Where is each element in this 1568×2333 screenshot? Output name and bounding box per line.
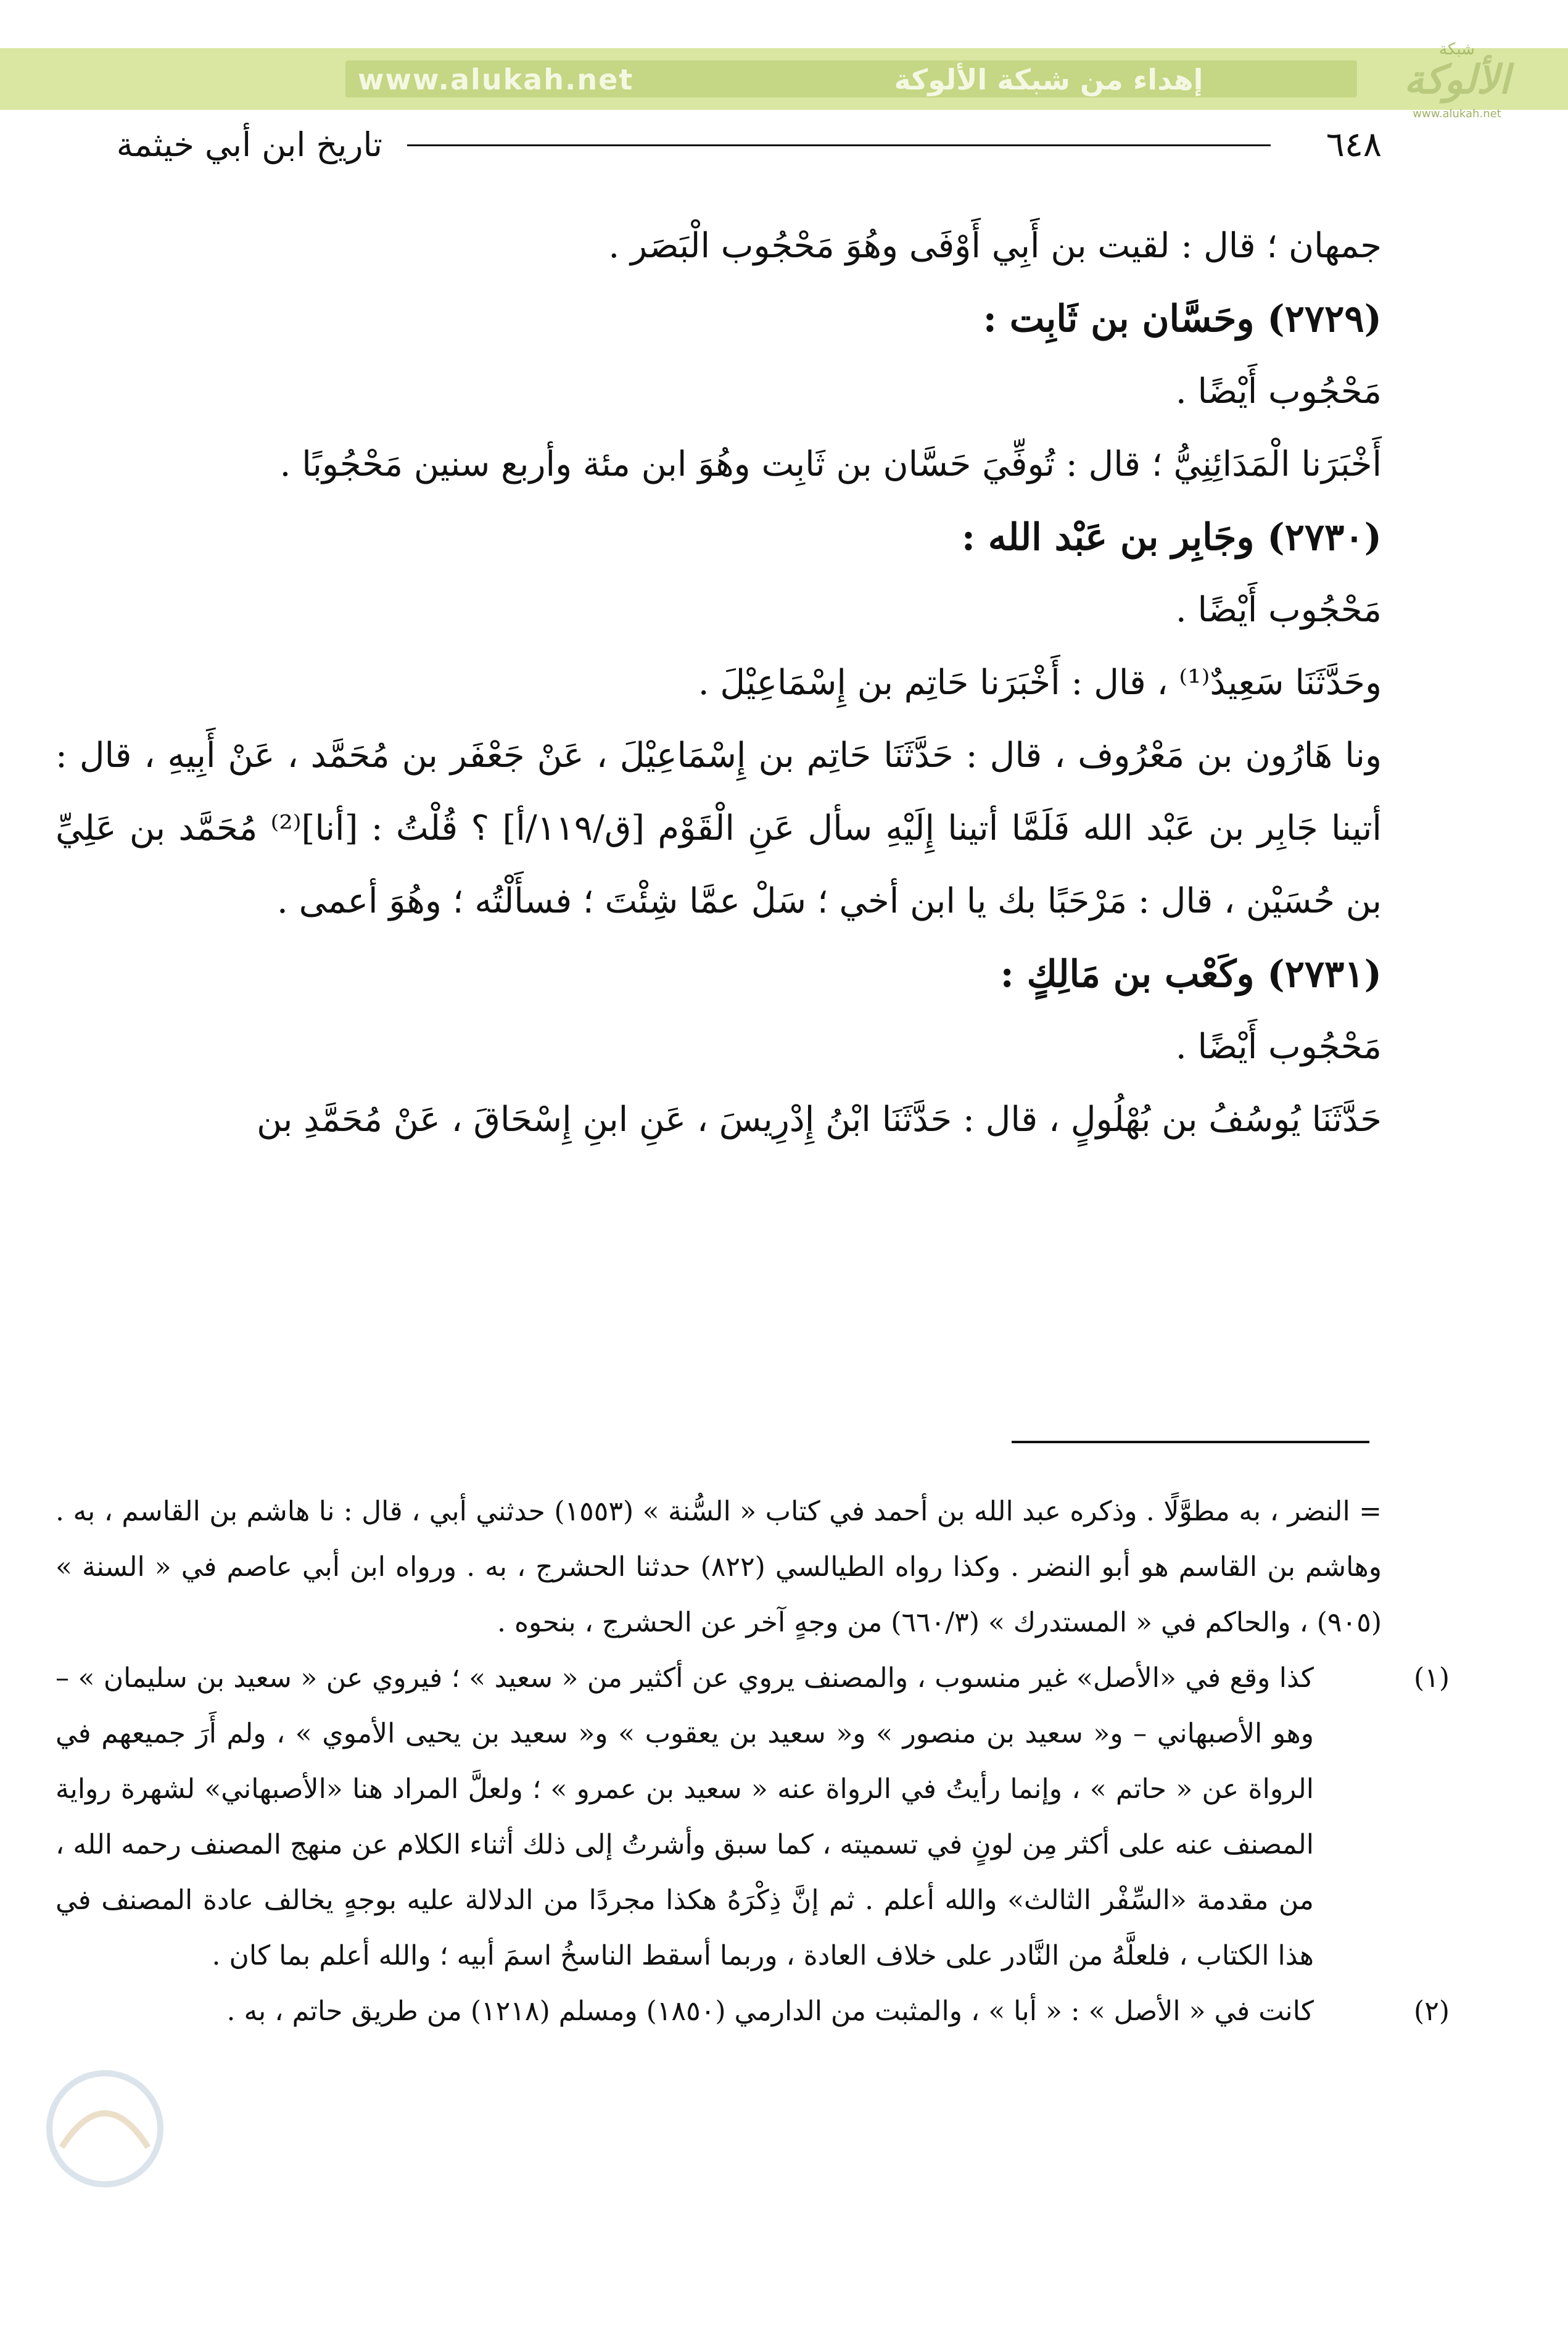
logo-top-text: شبكة <box>1439 40 1475 59</box>
watermark-logo-icon <box>25 2055 185 2203</box>
paragraph: وحَدَّثَنَا سَعِيدٌ⁽¹⁾ ، قال : أَخْبَرَنا حَاتِم بن إِسْمَاعِيْلَ . <box>698 663 1382 703</box>
entry-heading: (٢٧٣٠) وجَابِر بن عَبْد الله : <box>961 516 1382 559</box>
footnote-text: كانت في « الأصل » : « أبا » ، والمثبت من الدارمي (١٨٥٠) ومسلم (١٢١٨) من طريق حاتم ، به . <box>226 1995 1314 2027</box>
paragraph: ونا هَارُون بن مَعْرُوف ، قال : حَدَّثَنَا حَاتِم بن إِسْمَاعِيْلَ ، عَنْ جَعْفَر بن مُحَمَّد ، عَنْ أَبِيهِ ، قال : أتينا جَابِر بن عَبْد الله فَلَمَّا أتينا إِلَيْهِ سأل عَنِ الْقَوْم [ق/١١٩/أ] ؟ قُلْتُ : [أنا]⁽²⁾ مُحَمَّد بن عَلِيِّ بن حُسَيْن ، قال : مَرْحَبًا بك يا ابن أخي ؛ سَلْ عمَّا شِئْتَ ؛ فسأَلْتُه ؛ وهُوَ أعمى . <box>56 736 1382 921</box>
footnote-number: (١) <box>1414 1662 1450 1694</box>
paragraph: مَحْجُوب أَيْضًا . <box>1175 1027 1382 1067</box>
footnote <box>56 1651 1450 1984</box>
running-head <box>37 117 1382 173</box>
logo-main-text: الألوكة <box>1404 57 1510 103</box>
banner-gift-text: إهداء من شبكة الألوكة <box>894 63 1203 96</box>
footnotes <box>56 1484 1450 2039</box>
page-number: ٦٤٨ <box>1326 125 1382 165</box>
paragraph: جمهان ؛ قال : لقيت بن أَبِي أَوْفَى وهُوَ مَحْجُوب الْبَصَر . <box>608 226 1382 266</box>
footnote-text: = النضر ، به مطوَّلًا . وذكره عبد الله بن أحمد في كتاب « السُّنة » (١٥٥٣) حدثني أبي ، قال : نا هاشم بن القاسم ، به . وهاشم بن القاسم هو أبو النضر . وكذا رواه الطيالسي (٨٢٢) حدثنا الحشرج ، به . ورواه ابن أبي عاصم في « السنة » (٩٠٥) ، والحاكم في « المستدرك » (٦٦٠/٣) من وجهٍ آخر عن الحشرج ، بنحوه . <box>56 1496 1382 1638</box>
banner-site-url: www.alukah.net <box>358 63 634 96</box>
header-rule <box>407 144 1271 146</box>
paragraph: مَحْجُوب أَيْضًا . <box>1175 590 1382 630</box>
alukah-logo <box>1364 37 1549 130</box>
logo-url-text: www.alukah.net <box>1413 107 1501 120</box>
footnote <box>56 1984 1450 2039</box>
main-text <box>56 210 1382 1156</box>
footnote-text: كذا وقع في «الأصل» غير منسوب ، والمصنف يروي عن أكثير من « سعيد » ؛ فيروي عن « سعيد بن سليمان » – وهو الأصبهاني – و« سعيد بن منصور » و« سعيد بن يعقوب » و« سعيد بن يحيى الأموي » ، ولم أَرَ جميعهم في الرواة عن « حاتم » ، وإنما رأيتُ في الرواة عنه « سعيد بن عمرو » ؛ ولعلَّ المراد هنا «الأصبهاني» لشهرة رواية المصنف عنه على أكثر مِن لونٍ في تسميته ، كما سبق وأشرتُ إلى ذلك أثناء الكلام عن منهج المصنف رحمه الله ، من مقدمة «السِّفْر الثالث» والله أعلم . ثم إنَّ ذِكْرَهُ هكذا مجردًا من الدلالة عليه بوجهٍ يخالف عادة المصنف في هذا الكتاب ، فلعلَّهُ من النَّادر على خلاف العادة ، وربما أسقط الناسخُ اسمَ أبيه ؛ والله أعلم بما كان . <box>56 1662 1314 1971</box>
paragraph: أَخْبَرَنا الْمَدَائِنِيُّ ؛ قال : تُوفِّيَ حَسَّان بن ثَابِت وهُوَ ابن مئة وأربع سنين مَحْجُوبًا . <box>279 444 1382 484</box>
entry-heading: (٢٧٢٩) وحَسَّان بن ثَابِت : <box>983 297 1382 341</box>
paragraph: حَدَّثَنَا يُوسُفُ بن بُهْلُولٍ ، قال : حَدَّثَنَا ابْنُ إِدْرِيسَ ، عَنِ ابنِ إِسْحَاقَ ، عَنْ مُحَمَّدِ بن <box>257 1100 1382 1140</box>
book-title: تاريخ ابن أبي خيثمة <box>116 125 382 164</box>
footnote-number: (٢) <box>1414 1995 1450 2027</box>
paragraph: مَحْجُوب أَيْضًا . <box>1175 371 1382 412</box>
entry-heading: (٢٧٣١) وكَعْب بن مَالِكٍ : <box>1000 953 1382 996</box>
footnote-rule <box>1012 1441 1369 1443</box>
footnote-continuation <box>56 1484 1382 1651</box>
